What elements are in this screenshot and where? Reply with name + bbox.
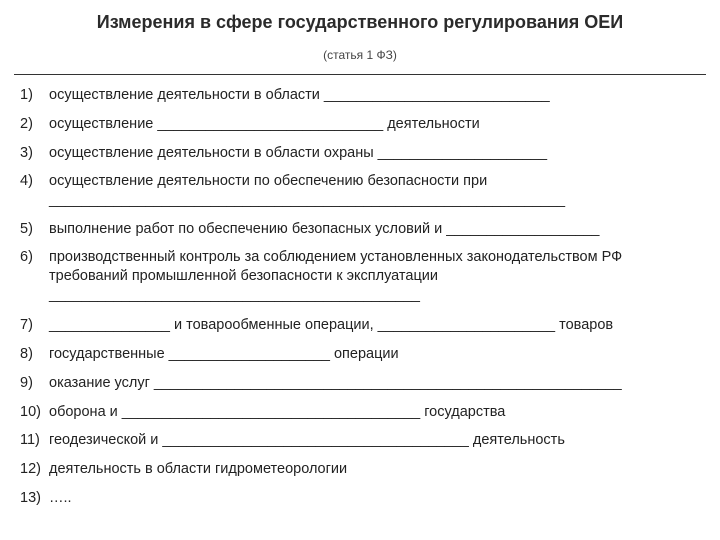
list-item [20,374,710,393]
item-text: оказание услуг __________________________________________________________ [49,375,622,391]
header-divider [14,74,706,75]
list-item [20,115,710,134]
item-text: ….. [49,490,72,506]
item-text: государственные ____________________ операции [49,346,399,362]
item-number: 5) [20,221,33,237]
item-number: 12) [20,461,41,477]
item-text: _______________ и товарообменные операции, ______________________ товаров [49,317,614,333]
item-number: 3) [20,145,33,161]
item-number: 10) [20,404,41,420]
list-item [20,489,710,508]
item-number: 13) [20,490,41,506]
item-text: осуществление деятельности в области охраны _____________________ [49,145,548,161]
list-item [20,220,710,239]
list-item [20,144,710,163]
item-number: 8) [20,346,33,362]
item-number: 9) [20,375,33,391]
item-text: оборона и _____________________________________ государства [49,404,506,420]
item-number: 2) [20,116,33,132]
list-item [20,460,710,479]
item-text: производственный контроль за соблюдением установленных законодательством РФ требований промышленной безопасности к эксплуатации ______________________________________________ [49,249,623,303]
page-subtitle: (статья 1 ФЗ) [323,48,397,62]
item-text: выполнение работ по обеспечению безопасных условий и ___________________ [49,221,600,237]
item-text: деятельность в области гидрометеорологии [49,461,348,477]
item-number: 1) [20,87,33,103]
item-text: осуществление деятельности в области ____________________________ [49,87,550,103]
item-number: 6) [20,249,33,265]
list-item [20,403,710,422]
item-text: осуществление деятельности по обеспечению безопасности при ________________________________________________________________ [49,173,566,208]
list-item [20,172,710,210]
list-item [20,431,710,450]
item-text: геодезической и ______________________________________ деятельность [49,432,565,448]
page-title: Измерения в сфере государственного регулирования ОЕИ [96,12,624,32]
item-number: 11) [20,432,40,448]
item-number: 7) [20,317,33,333]
list-item [20,316,710,335]
list-item [20,345,710,364]
list-item [20,86,710,105]
item-text: осуществление ____________________________ деятельности [49,116,480,132]
item-number: 4) [20,173,33,189]
list-item [20,248,710,305]
